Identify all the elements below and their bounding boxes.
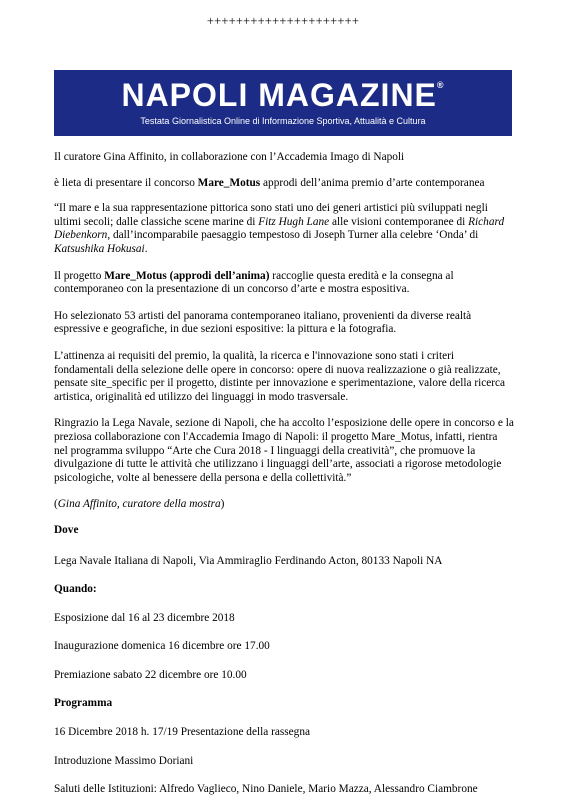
paragraph-thanks: Ringrazio la Lega Navale, sezione di Napoli, che ha accolto l’esposizione delle opere in concorso e la preziosa collaborazione con l'Accademia Imago di Napoli: il progetto Mare_Motus, infatti, rientra nel programma sviluppo “Arte che Cura 2018 - I linguaggi della creatività”, che promuove la divulgazione di tutte le attività che utilizzano i linguaggi dell’arte, associati a rigorose metodologie psicologiche, volte al benessere della persona e della collettività.” bbox=[54, 417, 514, 484]
text-bold: Mare_Motus bbox=[197, 176, 261, 189]
text-span: ( bbox=[54, 498, 58, 511]
programma-item: Saluti delle Istituzioni: Alfredo Vaglieco, Nino Daniele, Mario Mazza, Alessandro Ciambrone bbox=[54, 783, 478, 796]
text-span: , dall’incomparabile paesaggio tempestoso di Joseph Turner alla celebre ‘Onda’ di bbox=[107, 229, 479, 242]
text-span: è lieta di presentare il concorso bbox=[54, 176, 198, 189]
text-span: “Il mare e la sua rappresentazione pittorica sono stati uno dei generi artistici più sviluppati negli ultimi secoli; dalle classiche scene marine di bbox=[54, 202, 488, 228]
heading-quando: Quando: bbox=[54, 583, 97, 596]
article-body bbox=[54, 151, 514, 797]
logo-subtitle: Testata Giornalistica Online di Informazione Sportiva, Attualità e Cultura bbox=[140, 116, 426, 126]
paragraph-criteria: L’attinenza ai requisiti del premio, la qualità, la ricerca e l'innovazione sono stati i criteri fondamentali della selezione delle opere in concorso: opere di nuova realizzazione o già realizzate, pensate site_specific per il progetto, distinte per innovazione e sperimentazione, valore della ricerca artistica, originalità ed utilizzo dei linguaggi in modo trasversale. bbox=[54, 349, 506, 403]
signature bbox=[54, 498, 514, 512]
registered-mark: ® bbox=[436, 80, 445, 90]
logo-title-text: NAPOLI MAGAZINE bbox=[121, 77, 437, 113]
quando-item: Premiazione sabato 22 dicembre ore 10.00 bbox=[54, 668, 247, 681]
text-span: Il progetto bbox=[54, 269, 105, 282]
separator-line: +++++++++++++++++++++ bbox=[206, 14, 360, 28]
heading-programma: Programma bbox=[54, 697, 113, 710]
paragraph-quote bbox=[54, 202, 514, 256]
text-italic: Gina Affinito, curatore della mostra bbox=[57, 498, 221, 511]
paragraph-presentation bbox=[54, 177, 514, 191]
logo-title bbox=[54, 79, 512, 111]
text-span: approdi dell’anima premio d’arte contemporanea bbox=[260, 176, 485, 189]
paragraph-project bbox=[54, 270, 514, 297]
programma-item: 16 Dicembre 2018 h. 17/19 Presentazione della rassegna bbox=[54, 726, 310, 739]
text-italic: Katsushika Hokusai bbox=[54, 242, 145, 255]
address: Lega Navale Italiana di Napoli, Via Ammiraglio Ferdinando Acton, 80133 Napoli NA bbox=[54, 555, 443, 568]
heading-dove: Dove bbox=[54, 523, 79, 536]
quando-item: Esposizione dal 16 al 23 dicembre 2018 bbox=[54, 611, 235, 624]
text-span: . bbox=[144, 242, 148, 255]
text-span: ) bbox=[220, 498, 225, 511]
programma-item: Introduzione Massimo Doriani bbox=[54, 754, 194, 767]
text-span: alle visioni contemporanee di bbox=[329, 215, 469, 228]
paragraph-intro: Il curatore Gina Affinito, in collaborazione con l’Accademia Imago di Napoli bbox=[54, 151, 405, 163]
text-span: raccoglie questa eredità e la consegna al contemporaneo con la presentazione di un concorso d’arte e mostra espositiva. bbox=[54, 269, 454, 296]
quando-item: Inaugurazione domenica 16 dicembre ore 17.00 bbox=[54, 640, 270, 653]
text-bold: Mare_Motus (approdi dell’anima) bbox=[104, 269, 270, 282]
text-italic: Richard Diebenkorn bbox=[54, 215, 505, 242]
text-italic: Fitz Hugh Lane bbox=[258, 215, 330, 228]
napoli-magazine-logo bbox=[54, 70, 512, 136]
paragraph-artists: Ho selezionato 53 artisti del panorama contemporaneo italiano, provenienti da diverse realtà espressive e geografiche, in due sezioni espositive: la pittura e la fotografia. bbox=[54, 309, 472, 336]
